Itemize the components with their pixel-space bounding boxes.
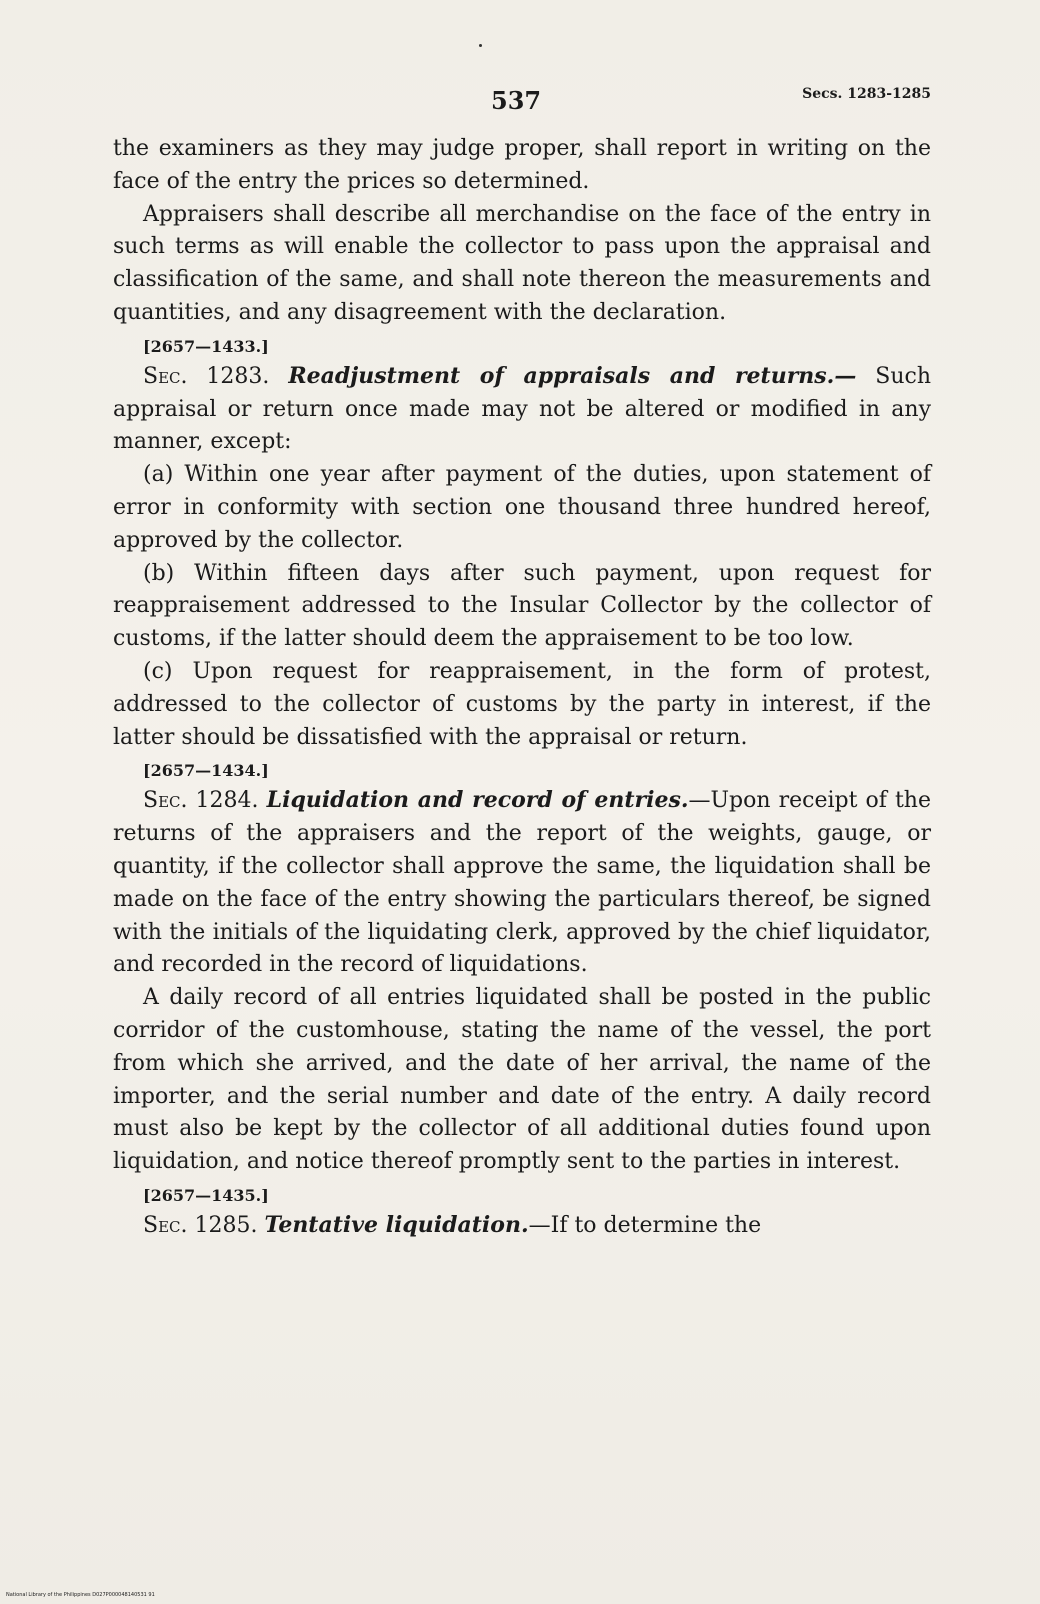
- section-title: Tentative liquidation.: [264, 1211, 529, 1238]
- section-reference: [2657—1433.]: [143, 336, 269, 356]
- section-text: Such appraisal or return once made may not be altered or modified in any manner, except:: [113, 363, 932, 455]
- section-1283-intro: [113, 360, 931, 459]
- list-item: (b) Within fifteen days after such payment, upon request for reappraisement addressed to the Insular Collector by the collector of customs, if the latter should deem the appraisement to be too low.: [113, 560, 931, 652]
- paragraph: A daily record of all entries liquidated shall be posted in the public corridor of the customhouse, stating the name of the vessel, the port from which she arrived, and the date of her arrival, the name of the importer, and the serial number and date of the entry. A daily record must also be kept by the collector of all additional duties found upon liquidation, and notice thereof promptly sent to the parties in interest.: [113, 985, 931, 1175]
- page-header: [113, 86, 931, 126]
- paragraph: Appraisers shall describe all merchandise on the face of the entry in such terms as will enable the collector to pass upon the appraisal and classification of the same, and shall note thereon the measurements and quantities, and any disagreement with the declaration.: [113, 201, 931, 325]
- section-number: Sec. 1285.: [143, 1212, 258, 1238]
- paragraph: the examiners as they may judge proper, shall report in writing on the face of the entry the prices so determined.: [113, 136, 931, 194]
- section-number: Sec. 1284.: [143, 788, 259, 814]
- section-reference: [2657—1434.]: [143, 761, 269, 781]
- section-title: Readjustment of appraisals and returns.—: [288, 362, 857, 389]
- section-title: Liquidation and record of entries.: [266, 787, 689, 814]
- list-item: (c) Upon request for reappraisement, in the form of protest, addressed to the collector of customs by the party in interest, if the latter should be dissatisfied with the appraisal or return.: [113, 658, 931, 750]
- section-text: —If to determine the: [528, 1212, 762, 1238]
- running-head: Secs. 1283-1285: [802, 86, 931, 102]
- section-reference: [2657—1435.]: [143, 1185, 269, 1205]
- section-number: Sec. 1283.: [143, 363, 270, 389]
- section-1285-intro: [113, 1209, 931, 1243]
- speck-mark: [479, 44, 482, 47]
- section-text: —Upon receipt of the returns of the appraisers and the report of the weights, gauge, or quantity, if the collector shall approve the same, the liquidation shall be made on the face of the entry showing the particulars thereof, be signed with the initials of the liquidating clerk, approved by the chief liquidator, and recorded in the record of liquidations.: [113, 788, 931, 978]
- scan-footer: National Library of the Philippines D027P000048140531 91: [6, 1592, 155, 1598]
- page-body: [113, 133, 931, 1243]
- section-1284-intro: [113, 784, 931, 982]
- page-number: 537: [491, 86, 542, 115]
- list-item: (a) Within one year after payment of the duties, upon statement of error in conformity with section one thousand three hundred hereof, approved by the collector.: [113, 462, 931, 553]
